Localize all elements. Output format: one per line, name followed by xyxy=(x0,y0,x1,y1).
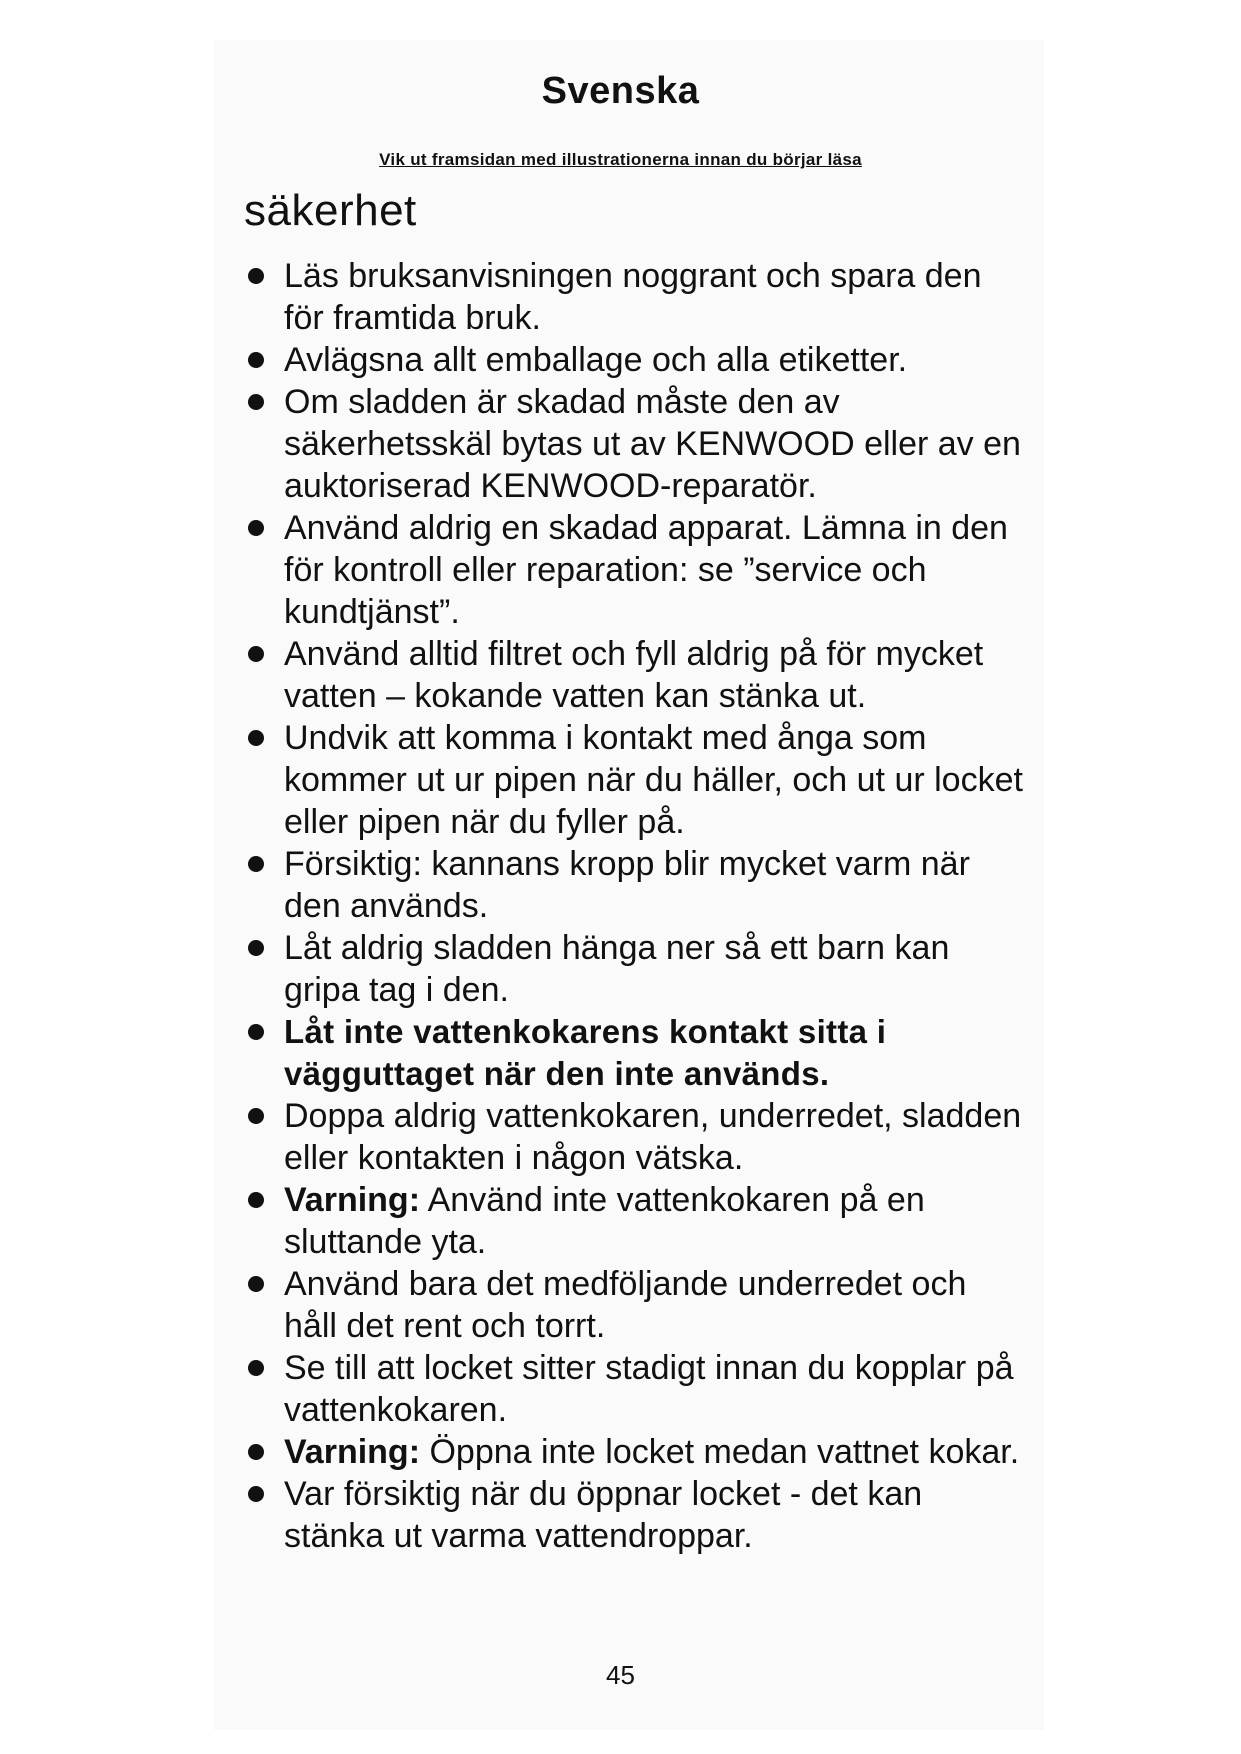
safety-item xyxy=(244,633,1024,717)
bullet-icon xyxy=(248,352,264,368)
safety-item xyxy=(244,1179,1024,1263)
safety-item-text: Öppna inte locket medan vattnet kokar. xyxy=(420,1433,1020,1471)
safety-item-text: Använd alltid filtret och fyll aldrig på för mycket vatten – kokande vatten kan stänka ut. xyxy=(284,635,984,715)
bullet-icon xyxy=(248,1276,264,1292)
safety-item-text: Använd bara det medföljande underredet och håll det rent och torrt. xyxy=(284,1265,967,1345)
bullet-icon xyxy=(248,856,264,872)
bullet-icon xyxy=(248,646,264,662)
warning-label: Varning: xyxy=(284,1181,421,1219)
safety-item xyxy=(244,339,1024,381)
safety-list xyxy=(244,255,1024,1557)
safety-item xyxy=(244,381,1024,507)
safety-item xyxy=(244,1095,1024,1179)
section-title: säkerhet xyxy=(244,186,417,235)
safety-item-text: Se till att locket sitter stadigt innan du kopplar på vattenkokaren. xyxy=(284,1349,1014,1429)
bullet-icon xyxy=(248,730,264,746)
safety-item-text: Försiktig: kannans kropp blir mycket varm när den används. xyxy=(284,845,970,925)
safety-item-text: Avlägsna allt emballage och alla etiketter. xyxy=(284,341,908,379)
safety-item-text: Läs bruksanvisningen noggrant och spara den för framtida bruk. xyxy=(284,257,982,337)
warning-label: Varning: xyxy=(284,1433,421,1471)
fold-out-note: Vik ut framsidan med illustrationerna innan du börjar läsa xyxy=(379,150,862,169)
bullet-icon xyxy=(248,1444,264,1460)
safety-item-text: Låt inte vattenkokarens kontakt sitta i vägguttaget när den inte används. xyxy=(284,1013,887,1092)
safety-item-text: Doppa aldrig vattenkokaren, underredet, sladden eller kontakten i någon vätska. xyxy=(284,1097,1022,1177)
safety-item xyxy=(244,507,1024,633)
safety-item-text: Var försiktig när du öppnar locket - det kan stänka ut varma vattendroppar. xyxy=(284,1475,923,1555)
safety-item xyxy=(244,717,1024,843)
safety-item-emphasis xyxy=(244,1011,1024,1095)
page-number: 45 xyxy=(606,1660,635,1690)
safety-item-text: Använd aldrig en skadad apparat. Lämna in den för kontroll eller reparation: se ”service och kundtjänst”. xyxy=(284,509,1008,631)
bullet-icon xyxy=(248,268,264,284)
bullet-icon xyxy=(248,394,264,410)
safety-item-text: Om sladden är skadad måste den av säkerhetsskäl bytas ut av KENWOOD eller av en auktoriserad KENWOOD-reparatör. xyxy=(284,383,1021,505)
bullet-icon xyxy=(248,1192,264,1208)
bullet-icon xyxy=(248,1486,264,1502)
bullet-icon xyxy=(248,1360,264,1376)
safety-item xyxy=(244,1263,1024,1347)
safety-item xyxy=(244,927,1024,1011)
bullet-icon xyxy=(248,520,264,536)
safety-item xyxy=(244,255,1024,339)
safety-item-text: Undvik att komma i kontakt med ånga som kommer ut ur pipen när du häller, och ut ur locket eller pipen när du fyller på. xyxy=(284,719,1023,841)
safety-item-text: Låt aldrig sladden hänga ner så ett barn kan gripa tag i den. xyxy=(284,929,950,1009)
safety-item xyxy=(244,1431,1024,1473)
bullet-icon xyxy=(248,1024,264,1040)
language-heading: Svenska xyxy=(541,70,700,112)
safety-item-text: Använd inte vattenkokaren på en sluttande yta. xyxy=(284,1181,925,1261)
safety-item xyxy=(244,843,1024,927)
bullet-icon xyxy=(248,1108,264,1124)
safety-item xyxy=(244,1473,1024,1557)
safety-item xyxy=(244,1347,1024,1431)
bullet-icon xyxy=(248,940,264,956)
